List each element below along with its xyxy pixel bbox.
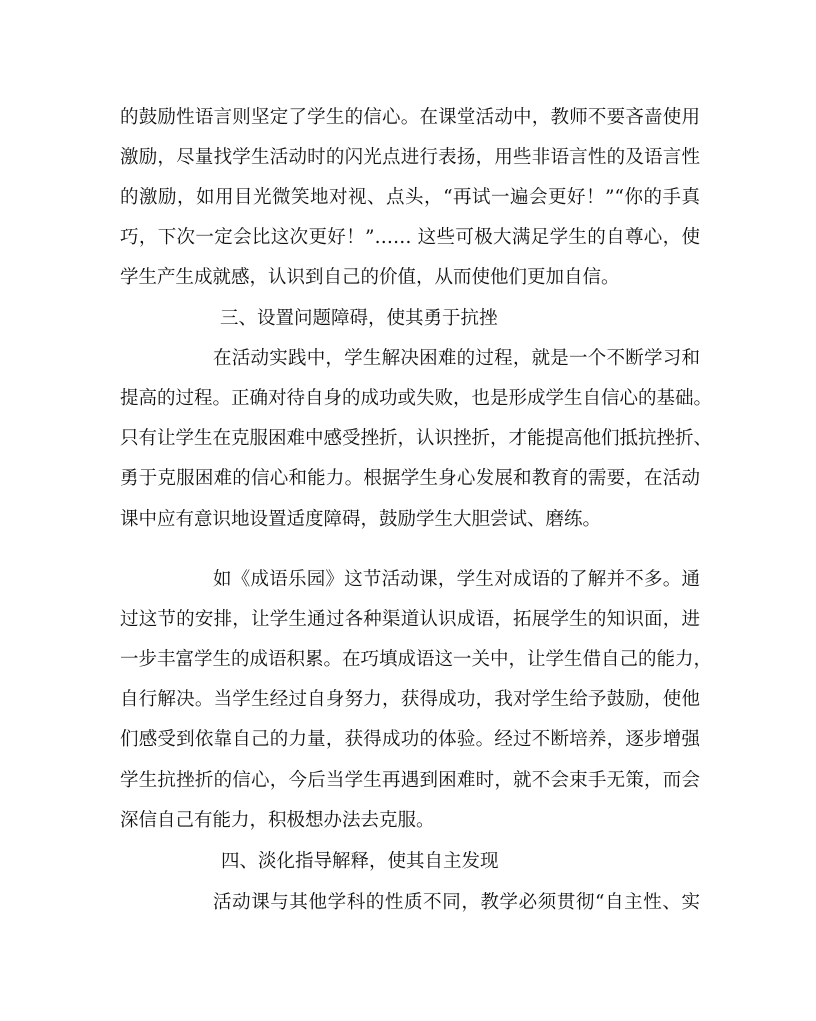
paragraph-line: 学生抗挫折的信心，今后当学生再遇到困难时，就不会束手无策，而会 <box>120 770 700 791</box>
paragraph-line: 深信自己有能力，积极想办法去克服。 <box>120 810 435 831</box>
paragraph-line: 自行解决。当学生经过自身努力，获得成功，我对学生给予鼓励，使他 <box>120 689 700 710</box>
paragraph-line: 勇于克服困难的信心和能力。根据学生身心发展和教育的需要，在活动 <box>120 468 700 489</box>
paragraph-line: 巧，下次一定会比这次更好！”…… 这些可极大满足学生的自尊心，使 <box>120 227 700 248</box>
paragraph-line: 提高的过程。正确对待自身的成功或失败，也是形成学生自信心的基础。 <box>120 388 713 409</box>
paragraph-line: 学生产生成就感，认识到自己的价值，从而使他们更加自信。 <box>120 267 620 288</box>
paragraph-line: 如《成语乐园》这节活动课，学生对成语的了解并不多。通 <box>213 569 700 590</box>
paragraph-line: 只有让学生在克服困难中感受挫折，认识挫折，才能提高他们抵抗挫折、 <box>120 428 713 449</box>
paragraph-line: 活动课与其他学科的性质不同，教学必须贯彻“自主性、实 <box>213 892 700 913</box>
paragraph-line: 激励，尽量找学生活动时的闪光点进行表扬，用些非语言性的及语言性 <box>120 147 700 168</box>
paragraph-line: 过这节的安排，让学生通过各种渠道认识成语，拓展学生的知识面，进 <box>120 609 700 630</box>
section-heading: 三、设置问题障碍，使其勇于抗挫 <box>220 308 498 329</box>
section-heading: 四、淡化指导解释，使其自主发现 <box>221 851 499 872</box>
paragraph-line: 们感受到依靠自己的力量，获得成功的体验。经过不断培养，逐步增强 <box>120 729 700 750</box>
paragraph-line: 在活动实践中，学生解决困难的过程，就是一个不断学习和 <box>213 348 700 369</box>
paragraph-line: 课中应有意识地设置适度障碍，鼓励学生大胆尝试、磨练。 <box>120 509 602 530</box>
paragraph-line: 的鼓励性语言则坚定了学生的信心。在课堂活动中，教师不要吝啬使用 <box>120 107 700 128</box>
paragraph-line: 的激励，如用目光微笑地对视、点头，“再试一遍会更好！”“你的手真 <box>120 187 700 208</box>
paragraph-line: 一步丰富学生的成语积累。在巧填成语这一关中，让学生借自己的能力， <box>120 649 713 670</box>
